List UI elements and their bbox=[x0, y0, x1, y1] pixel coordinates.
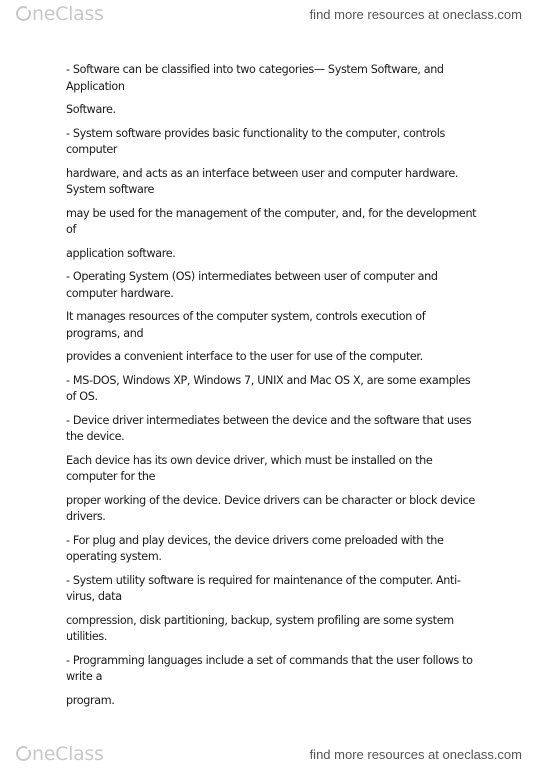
text-line: application software. bbox=[66, 246, 176, 260]
text-line: Software. bbox=[66, 103, 116, 116]
text-line: virus, data bbox=[66, 590, 122, 603]
text-line: - Operating System (OS) intermediates between user of computer and bbox=[66, 270, 438, 283]
text-line: - Device driver intermediates between the device and the software that uses bbox=[66, 413, 472, 427]
header-tagline-link[interactable]: find more resources at oneclass.com bbox=[309, 7, 522, 22]
text-line: proper working of the device. Device drivers can be character or block device bbox=[66, 493, 475, 507]
text-line: It manages resources of the computer system, controls execution of bbox=[66, 310, 426, 323]
text-line: computer bbox=[66, 143, 118, 156]
oneclass-logo[interactable] bbox=[16, 743, 104, 765]
text-line: - MS-DOS, Windows XP, Windows 7, UNIX and Mac OS X, are some examples bbox=[66, 373, 471, 387]
page-header bbox=[0, 0, 544, 30]
text-line: - System software provides basic functionality to the computer, controls bbox=[66, 126, 445, 140]
text-line: - For plug and play devices, the device drivers come preloaded with the bbox=[66, 533, 444, 547]
document-body bbox=[66, 62, 480, 716]
footer-tagline-link[interactable]: find more resources at oneclass.com bbox=[309, 747, 522, 762]
paragraph bbox=[66, 126, 480, 159]
text-line: computer for the bbox=[66, 470, 156, 483]
paragraph bbox=[66, 573, 480, 606]
text-line: compression, disk partitioning, backup, system profiling are some system bbox=[66, 613, 454, 627]
text-line: drivers. bbox=[66, 510, 106, 523]
paragraph bbox=[66, 269, 480, 302]
paragraph bbox=[66, 653, 480, 686]
text-line: program. bbox=[66, 693, 115, 707]
paragraph bbox=[66, 102, 480, 119]
text-line: programs, and bbox=[66, 326, 144, 340]
logo-o-icon bbox=[16, 6, 31, 21]
logo-o-icon bbox=[16, 746, 31, 761]
paragraph bbox=[66, 533, 480, 566]
paragraph bbox=[66, 349, 480, 366]
paragraph bbox=[66, 413, 480, 446]
paragraph bbox=[66, 453, 480, 486]
paragraph bbox=[66, 373, 480, 406]
paragraph bbox=[66, 493, 480, 526]
text-line: of OS. bbox=[66, 390, 98, 403]
paragraph bbox=[66, 613, 480, 646]
text-line: computer hardware. bbox=[66, 286, 174, 300]
text-line: the device. bbox=[66, 430, 125, 443]
text-line: Application bbox=[66, 79, 125, 93]
text-line: provides a convenient interface to the user for use of the computer. bbox=[66, 350, 423, 363]
paragraph bbox=[66, 693, 480, 710]
text-line: hardware, and acts as an interface between user and computer hardware. bbox=[66, 166, 459, 180]
paragraph bbox=[66, 246, 480, 263]
oneclass-logo[interactable] bbox=[16, 3, 104, 25]
text-line: write a bbox=[66, 670, 103, 683]
text-line: - Software can be classified into two categories— System Software, and bbox=[66, 63, 444, 76]
text-line: operating system. bbox=[66, 550, 162, 563]
paragraph bbox=[66, 166, 480, 199]
paragraph bbox=[66, 62, 480, 95]
text-line: System software bbox=[66, 183, 155, 196]
text-line: - Programming languages include a set of commands that the user follows to bbox=[66, 653, 473, 667]
text-line: - System utility software is required for maintenance of the computer. Anti- bbox=[66, 573, 461, 587]
page-footer bbox=[0, 740, 544, 770]
paragraph bbox=[66, 206, 480, 239]
logo-text: neClass bbox=[32, 3, 104, 25]
text-line: utilities. bbox=[66, 630, 108, 643]
text-line: of bbox=[66, 223, 77, 236]
paragraph bbox=[66, 309, 480, 342]
logo-text: neClass bbox=[32, 743, 104, 765]
text-line: may be used for the management of the computer, and, for the development bbox=[66, 206, 477, 220]
text-line: Each device has its own device driver, which must be installed on the bbox=[66, 453, 433, 467]
